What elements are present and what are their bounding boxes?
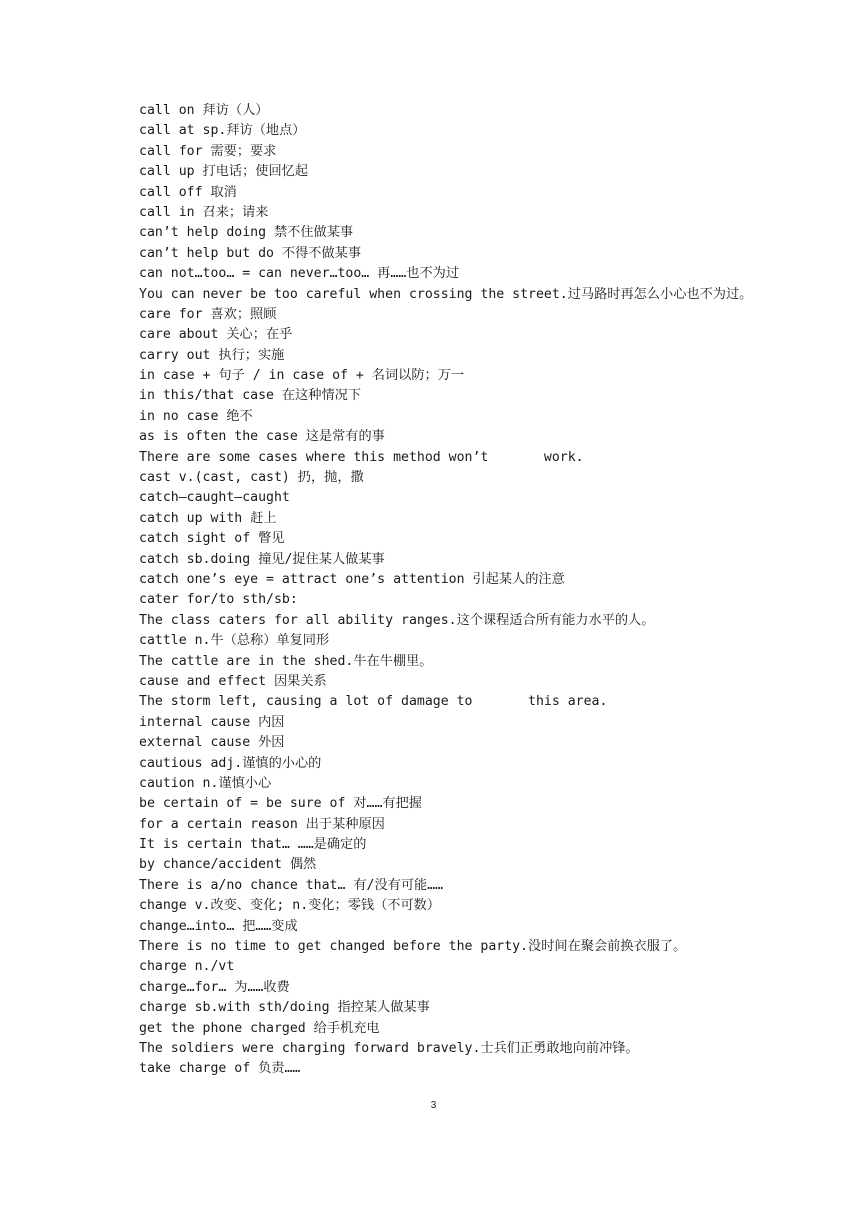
list-line: The storm left, causing a lot of damage to this area. [139, 694, 608, 710]
list-line: call up 打电话；使回忆起 [139, 164, 309, 180]
list-line: can’t help but do 不得不做某事 [139, 245, 362, 261]
list-line: catch—caught—caught [139, 490, 290, 506]
list-line: charge sb.with sth/doing 指控某人做某事 [139, 1000, 430, 1016]
list-line: can not…too… = can never…too… 再……也不为过 [139, 266, 460, 282]
list-line: by chance/accident 偶然 [139, 857, 317, 873]
list-line: change…into… 把……变成 [139, 918, 298, 934]
list-line: be certain of = be sure of 对……有把握 [139, 796, 422, 812]
list-line: call for 需要；要求 [139, 143, 277, 159]
list-line: in case + 句子 / in case of + 名词以防；万一 [139, 368, 465, 384]
list-line: You can never be too careful when crossing the street.过马路时再怎么小心也不为过。 [139, 286, 753, 302]
list-line: change v.改变、变化; n.变化；零钱（不可数） [139, 898, 441, 914]
list-line: cautious adj.谨慎的小心的 [139, 755, 322, 771]
list-line: call at sp.拜访（地点） [139, 123, 306, 139]
list-line: cattle n.牛（总称）单复同形 [139, 633, 330, 649]
list-line: for a certain reason 出于某种原因 [139, 816, 385, 832]
list-line: care for 喜欢；照顾 [139, 306, 277, 322]
list-line: catch sb.doing 撞见/捉住某人做某事 [139, 551, 385, 567]
list-line: cater for/to sth/sb: [139, 592, 298, 608]
list-line: catch up with 赶上 [139, 510, 277, 526]
list-line: in no case 绝不 [139, 408, 253, 424]
list-line: catch sight of 瞥见 [139, 531, 285, 547]
list-line: call in 召来；请来 [139, 204, 269, 220]
list-line: There is no time to get changed before the party.没时间在聚会前换衣服了。 [139, 939, 687, 955]
list-line: There are some cases where this method won’t work. [139, 449, 584, 465]
list-line: in this/that case 在这种情况下 [139, 388, 362, 404]
list-line: The cattle are in the shed.牛在牛棚里。 [139, 653, 433, 669]
vocabulary-list [139, 101, 839, 1080]
list-line: The class caters for all ability ranges.这个课程适合所有能力水平的人。 [139, 612, 655, 628]
list-line: internal cause 内因 [139, 714, 285, 730]
list-line: external cause 外因 [139, 735, 285, 751]
list-line: charge…for… 为……收费 [139, 979, 290, 995]
list-line: get the phone charged 给手机充电 [139, 1020, 380, 1036]
list-line: call on 拜访（人） [139, 103, 269, 118]
list-line: can’t help doing 禁不住做某事 [139, 225, 354, 241]
list-line: call off 取消 [139, 184, 237, 200]
list-line: as is often the case 这是常有的事 [139, 429, 385, 445]
list-line: charge n./vt [139, 959, 235, 975]
list-line: cast v.(cast, cast) 扔，抛，撒 [139, 470, 364, 486]
list-line: catch one’s eye = attract one’s attention 引起某人的注意 [139, 571, 565, 587]
list-line: cause and effect 因果关系 [139, 673, 327, 689]
list-line: The soldiers were charging forward bravely.士兵们正勇敢地向前冲锋。 [139, 1040, 639, 1056]
list-line: care about 关心；在乎 [139, 327, 293, 343]
list-line: caution n.谨慎小心 [139, 775, 272, 791]
list-line: There is a/no chance that… 有/没有可能…… [139, 877, 444, 893]
list-line: It is certain that… ……是确定的 [139, 837, 367, 853]
list-line: take charge of 负责…… [139, 1061, 301, 1077]
page-number: 3 [430, 1100, 437, 1111]
list-line: carry out 执行；实施 [139, 347, 285, 363]
